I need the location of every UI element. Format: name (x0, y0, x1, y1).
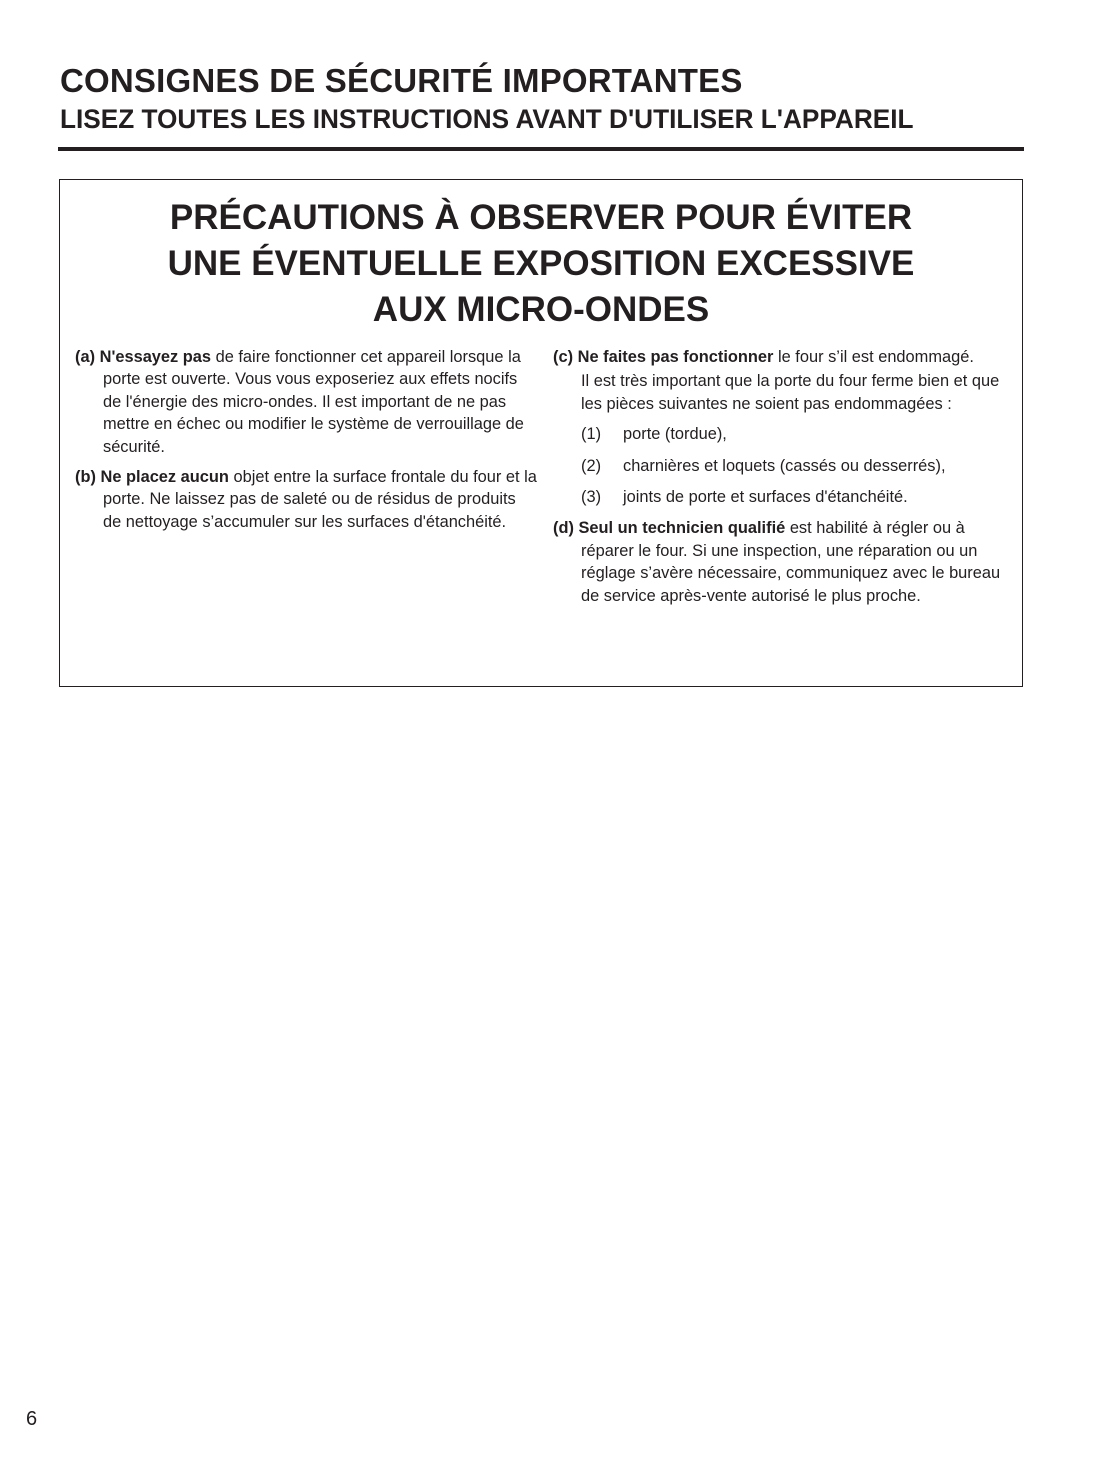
page-number: 6 (26, 1408, 38, 1430)
precaution-c-label: (c) (553, 348, 574, 366)
page-subtitle: LISEZ TOUTES LES INSTRUCTIONS AVANT D'UTILISER L'APPAREIL (60, 104, 914, 134)
precaution-d (553, 517, 1015, 607)
precaution-b (75, 466, 537, 533)
subitem-2-num: (2) (581, 456, 602, 475)
precautions-box (59, 179, 1023, 687)
precaution-a (75, 346, 537, 458)
precaution-d-bold: Seul un technicien qualifié (578, 519, 786, 538)
box-title-line-3: AUX MICRO-ONDES (372, 290, 710, 329)
precaution-d-label: (d) (553, 519, 574, 538)
subitem-1-num: (1) (581, 425, 602, 444)
precaution-c-text: le four s’il est endommagé. (778, 348, 974, 366)
box-title-line-2: UNE ÉVENTUELLE EXPOSITION EXCESSIVE (167, 244, 915, 283)
subitem-3-text: joints de porte et surfaces d'étanchéité. (623, 488, 908, 507)
box-title-line-1: PRÉCAUTIONS À OBSERVER POUR ÉVITER (169, 198, 913, 237)
precaution-c-para: Il est très important que la porte du four ferme bien et que les pièces suivantes ne soient pas endommagées : (581, 372, 1000, 413)
page-title: CONSIGNES DE SÉCURITÉ IMPORTANTES (60, 62, 743, 99)
precaution-a-label: (a) (75, 348, 96, 366)
header-rule (58, 147, 1024, 151)
precaution-b-text: objet entre la surface frontale du four et la porte. Ne laissez pas de saleté ou de résidus de produits de nettoyage s’accumuler sur les surfaces d'étanchéité. (103, 468, 537, 531)
subitem-2-text: charnières et loquets (cassés ou desserrés), (623, 456, 946, 475)
subitem-1-text: porte (tordue), (623, 425, 727, 444)
precaution-c (553, 346, 1015, 368)
left-column (75, 346, 537, 541)
precaution-a-text: de faire fonctionner cet appareil lorsque la porte est ouverte. Vous vous exposeriez aux effets nocifs de l'énergie des micro-ondes. Il est important de ne pas mettre en échec ou modifier le système de verrouillage de sécurité. (103, 348, 524, 456)
precaution-b-bold: Ne placez aucun (100, 468, 229, 487)
precaution-c-subitem-1 (581, 423, 1015, 445)
precaution-c-subitem-2 (581, 455, 1015, 477)
right-column (553, 346, 1015, 615)
precaution-d-text: est habilité à régler ou à réparer le four. Si une inspection, une réparation ou un réglage s’avère nécessaire, communiquez avec le bureau de service après-vente autorisé le plus proche. (581, 519, 1001, 605)
precaution-c-bold: Ne faites pas fonctionner (577, 348, 774, 366)
precaution-c-subitem-3 (581, 486, 1015, 508)
box-title (60, 195, 1022, 333)
precaution-b-label: (b) (75, 468, 96, 487)
subitem-3-num: (3) (581, 488, 602, 507)
precaution-a-bold: N'essayez pas (99, 348, 212, 366)
page-header (60, 62, 1024, 136)
